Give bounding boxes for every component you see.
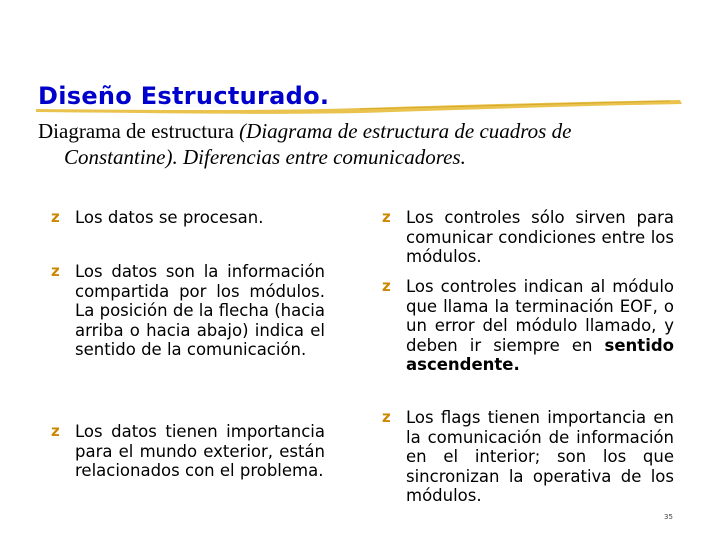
left-bullet-1-text: Los datos se procesan. xyxy=(75,208,264,227)
right-bullet-1-text: Los controles sólo sirven para comunicar condiciones entre los módulos. xyxy=(406,208,674,266)
right-bullet-2-text-plain: Los controles indican al módulo que llama la terminación EOF, o un error del módulo llamado, y deben ir siempre en xyxy=(406,277,674,355)
bullet-icon: z xyxy=(51,208,60,226)
title-underline xyxy=(30,100,686,116)
left-bullet-2-text: Los datos son la información compartida por los módulos. La posición de la flecha (hacia arriba o hacia abajo) indica el sentido de la comunicación. xyxy=(75,262,325,359)
right-bullet-2-bold-1: sentido xyxy=(604,335,674,355)
slide-title: Diseño Estructurado. xyxy=(38,82,330,110)
subtitle-italic-2: Constantine). Diferencias entre comunicadores. xyxy=(64,145,466,169)
bullet-icon: z xyxy=(382,208,391,226)
left-bullet-1 xyxy=(51,208,325,228)
left-bullet-2 xyxy=(51,262,325,360)
bullet-icon: z xyxy=(382,408,391,426)
left-bullet-3 xyxy=(51,422,325,481)
right-bullet-3-text: Los flags tienen importancia en la comunicación de información en el interior; son los que sincronizan la operativa de los módulos. xyxy=(406,408,674,505)
left-bullet-3-text: Los datos tienen importancia para el mundo exterior, están relacionados con el problema. xyxy=(75,422,325,480)
right-bullet-2-bold-2: ascendente. xyxy=(406,355,520,374)
right-bullet-1 xyxy=(382,208,674,267)
bullet-icon: z xyxy=(51,262,60,280)
right-bullet-2-text xyxy=(406,277,674,375)
bullet-icon: z xyxy=(382,277,391,295)
subtitle-plain: Diagrama de estructura xyxy=(38,119,240,143)
subtitle-italic-1: (Diagrama de estructura de cuadros de xyxy=(239,119,572,143)
page-number: 35 xyxy=(664,513,673,521)
bullet-icon: z xyxy=(51,422,60,440)
right-bullet-2 xyxy=(382,277,674,375)
right-bullet-3 xyxy=(382,408,674,506)
slide-subtitle xyxy=(38,118,688,170)
